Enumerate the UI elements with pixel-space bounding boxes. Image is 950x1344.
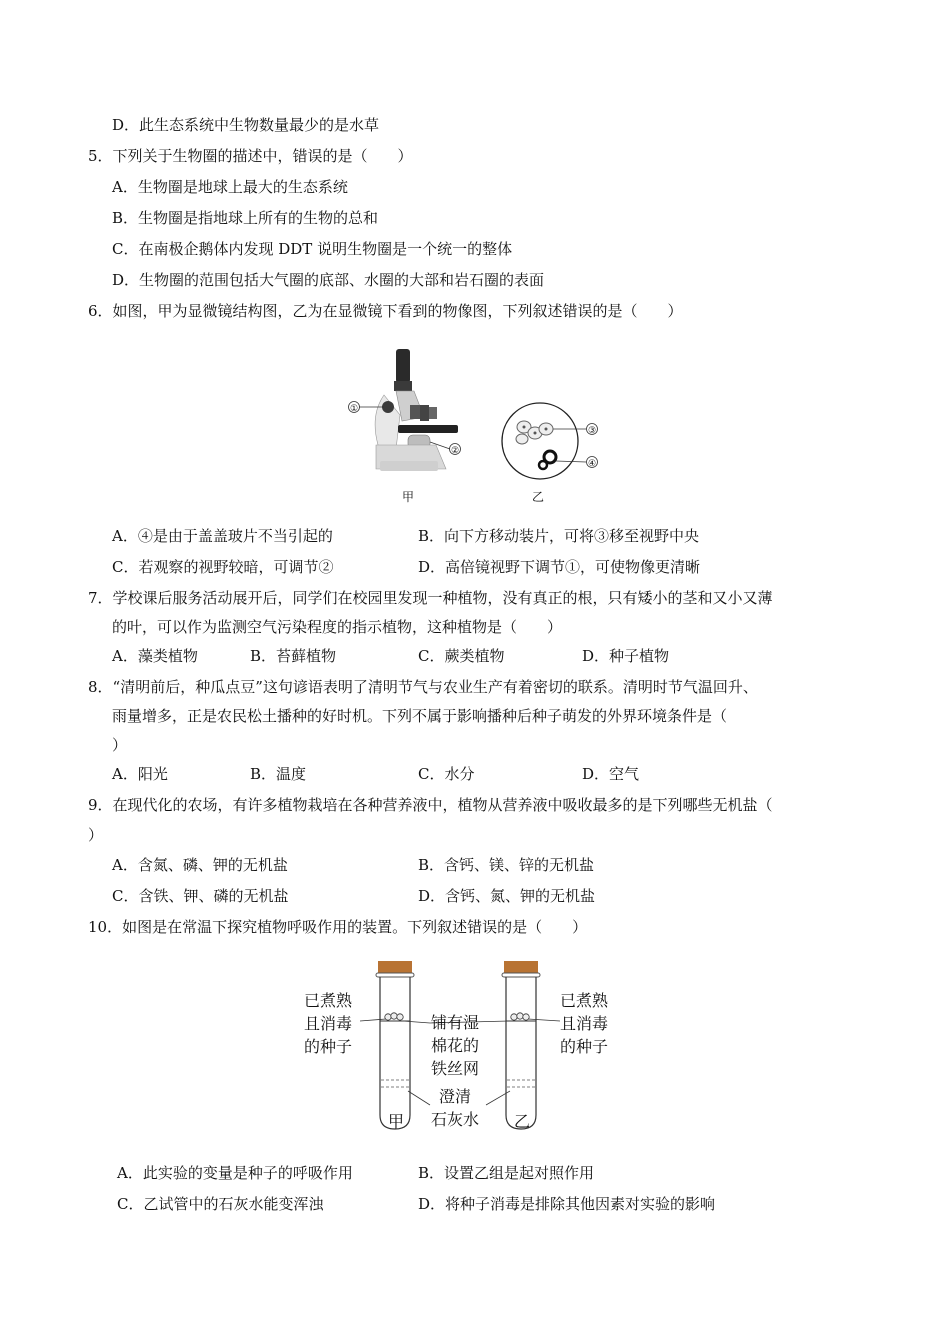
q8-stem-line2: 雨量增多，正是农民松土播种的好时机。下列不属于影响播种后种子萌发的外界环境条件是（ [112, 707, 728, 725]
q8-option-d: D．空气 [582, 765, 640, 783]
left-label-line2: 且消毒 [304, 1014, 353, 1033]
q6-stem: 6．如图，甲为显微镜结构图，乙为在显微镜下看到的物像图，下列叙述错误的是（ ） [88, 302, 683, 320]
tube-label-yi: 乙 [514, 1112, 531, 1131]
mark-4: ④ [587, 459, 597, 469]
q7-option-b: B．苔藓植物 [250, 647, 337, 665]
mark-1: ① [349, 404, 359, 414]
mid-label-line3: 铁丝网 [431, 1059, 480, 1078]
right-label-line1: 已煮熟 [560, 991, 609, 1010]
microscope-figure [340, 345, 620, 515]
mid-label-line1: 铺有湿 [431, 1013, 480, 1032]
q7-option-c: C．蕨类植物 [418, 647, 505, 665]
q8-stem-line3: ） [112, 736, 128, 754]
test-tube-illustration [290, 955, 630, 1140]
q5-option-d: D．生物圈的范围包括大气圈的底部、水圈的大部和岩石圈的表面 [112, 271, 545, 289]
mark-3: ③ [587, 426, 597, 436]
q6-option-d: D．高倍镜视野下调节①，可使物像更清晰 [418, 558, 701, 576]
q8-option-c: C．水分 [418, 765, 475, 783]
q9-stem-line1: 9．在现代化的农场，有许多植物栽培在各种营养液中，植物从营养液中吸收最多的是下列哪些无机盐（ [88, 796, 773, 814]
q7-option-d: D．种子植物 [582, 647, 670, 665]
left-label-line1: 已煮熟 [304, 991, 353, 1010]
q5-stem: 5．下列关于生物圈的描述中，错误的是（ ） [88, 147, 413, 165]
tube-label-jia: 甲 [388, 1112, 405, 1131]
lime-label-line2: 石灰水 [431, 1110, 480, 1129]
left-label-line3: 的种子 [304, 1037, 353, 1056]
q6-option-b: B．向下方移动装片，可将③移至视野中央 [418, 527, 700, 545]
q8-option-b: B．温度 [250, 765, 307, 783]
q7-stem-line2: 的叶，可以作为监测空气污染程度的指示植物，这种植物是（ ） [112, 618, 563, 636]
q8-option-a: A．阳光 [112, 765, 168, 783]
q5-option-a: A．生物圈是地球上最大的生态系统 [112, 178, 348, 196]
q5-option-c: C．在南极企鹅体内发现 DDT 说明生物圈是一个统一的整体 [112, 240, 513, 258]
q9-option-d: D．含钙、氮、钾的无机盐 [418, 887, 596, 905]
label-yi: 乙 [531, 490, 545, 504]
q10-option-a: A．此实验的变量是种子的呼吸作用 [117, 1164, 353, 1182]
q6-option-c: C．若观察的视野较暗，可调节② [112, 558, 334, 576]
mid-label-line2: 棉花的 [431, 1036, 480, 1055]
q8-stem-line1: 8．“清明前后，种瓜点豆”这句谚语表明了清明节气与农业生产有着密切的联系。清明时节气温回升、 [88, 678, 758, 696]
q9-option-a: A．含氮、磷、钾的无机盐 [112, 856, 288, 874]
right-label-line3: 的种子 [560, 1037, 609, 1056]
q7-option-a: A．藻类植物 [112, 647, 198, 665]
q6-option-a: A．④是由于盖盖玻片不当引起的 [112, 527, 333, 545]
mark-2: ② [450, 446, 460, 456]
q9-option-c: C．含铁、钾、磷的无机盐 [112, 887, 289, 905]
q10-option-b: B．设置乙组是起对照作用 [418, 1164, 595, 1182]
label-jia: 甲 [401, 490, 415, 504]
lime-label-line1: 澄清 [439, 1087, 472, 1106]
q10-stem: 10．如图是在常温下探究植物呼吸作用的装置。下列叙述错误的是（ ） [88, 918, 588, 936]
q9-option-b: B．含钙、镁、锌的无机盐 [418, 856, 595, 874]
q10-option-d: D．将种子消毒是排除其他因素对实验的影响 [418, 1195, 716, 1213]
q9-stem-line2: ） [88, 826, 104, 844]
right-label-line2: 且消毒 [560, 1014, 609, 1033]
respiration-figure [290, 955, 630, 1140]
q4-option-d: D．此生态系统中生物数量最少的是水草 [112, 116, 380, 134]
q5-option-b: B．生物圈是指地球上所有的生物的总和 [112, 209, 379, 227]
microscope-illustration [340, 345, 620, 515]
q7-stem-line1: 7．学校课后服务活动展开后，同学们在校园里发现一种植物，没有真正的根，只有矮小的茎和又小又薄 [88, 589, 773, 607]
q10-option-c: C．乙试管中的石灰水能变浑浊 [117, 1195, 324, 1213]
